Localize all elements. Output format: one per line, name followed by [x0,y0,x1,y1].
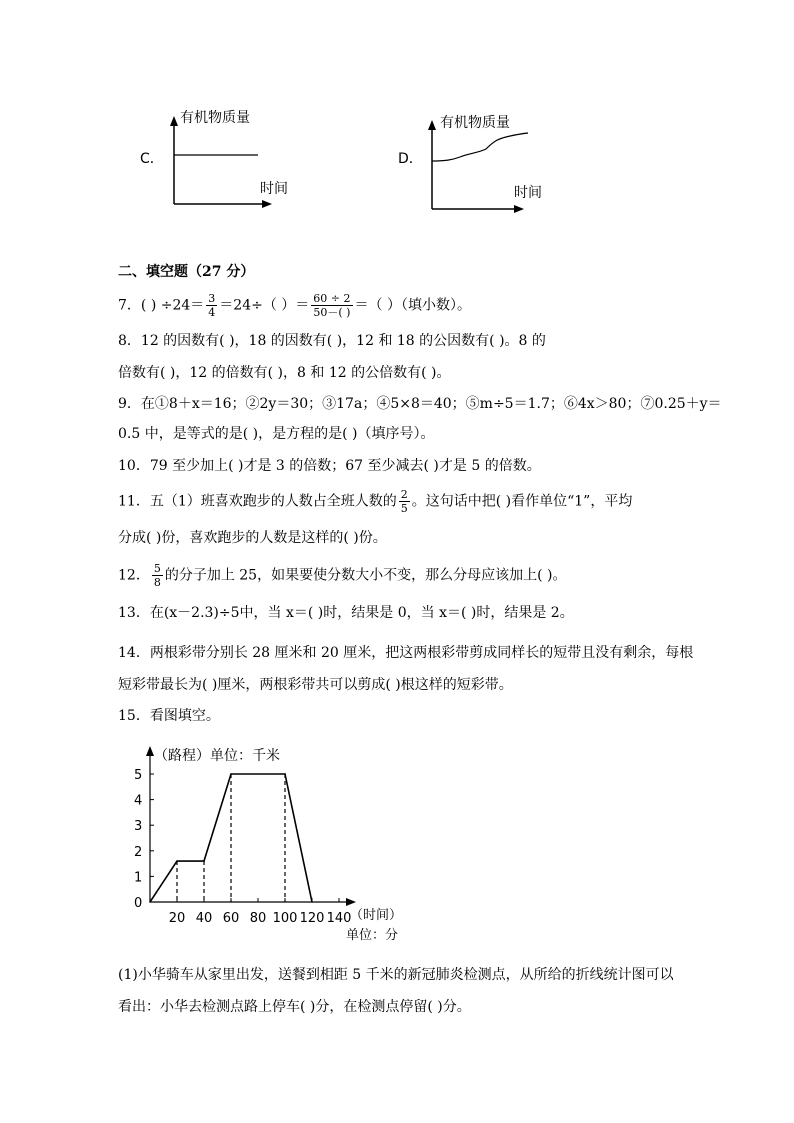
q12-part0: 12． [118,567,150,584]
chart-x-tick-label: 40 [195,911,213,926]
chart-origin-label: 0 [134,896,143,911]
question-15-1-line-2: 看出：小华去检测点路上停车( )分，在检测点停留( )分。 [118,999,471,1015]
chart-axes [146,746,356,906]
chart-y-arrow [146,746,154,756]
chart-x-tick-label: 120 [299,911,325,926]
q7-fraction-1 [206,292,217,319]
graph-c [130,100,290,215]
q11-part1: 11．五（1）班喜欢跑步的人数占全班人数的 [118,493,397,510]
question-10: 10．79 至少加上( )才是 3 的倍数；67 至少减去( )才是 5 的倍数。 [118,458,541,474]
graph-c-y-arrow [170,116,178,126]
chart-y-tick-label: 5 [134,768,143,783]
chart-y-tick-label: 4 [134,793,143,809]
graph-d-curve [432,133,528,161]
chart-x-unit: 单位：分 [346,928,399,943]
q7-frac2-numerator: 60 ÷ 2 [313,292,351,305]
question-7 [118,292,471,319]
q12-frac-denominator: 8 [153,576,161,589]
chart-data-point [176,860,178,862]
chart-x-tick-label: 100 [272,911,298,926]
chart-y-tick-label: 1 [134,870,143,886]
chart-data-point [230,773,232,775]
question-14-line-2: 短彩带最长为( )厘米，两根彩带共可以剪成( )根这样的短彩带。 [118,677,513,693]
graph-d-xlabel: 时间 [514,185,542,201]
q7-part3: ＝（ ）（填小数）。 [354,297,471,314]
chart-x-tick-label: 20 [168,911,186,926]
question-12 [118,562,566,589]
graph-d-option: D． [398,151,423,167]
graph-d-ylabel: 有机物质量 [440,115,510,131]
chart-y-title: （路程）单位：千米 [154,748,280,764]
question-9-line-1: 9．在①8＋x＝16；②2y＝30；③17a；④5×8＝40；⑤m÷5＝1.7；⑥4x＞80；⑦0.25＋y＝ [118,396,722,412]
chart-x-tick-label: 80 [249,911,267,926]
graph-d-x-arrow [514,205,524,213]
q11-frac-denominator: 5 [400,502,408,515]
question-15: 15．看图填空。 [118,708,220,724]
chart-x-tick-label: 60 [222,911,240,926]
distance-time-chart [118,736,418,946]
q12-part1: 的分子加上 25，如果要使分数大小不变，那么分母应该加上( )。 [164,567,567,584]
question-14-line-1: 14．两根彩带分别长 28 厘米和 20 厘米，把这两根彩带剪成同样长的短带且没有剩余，每根 [118,645,694,661]
q12-frac-numerator: 5 [153,562,161,575]
question-11-line-2: 分成( )份，喜欢跑步的人数是这样的( )份。 [118,530,387,546]
q7-part1: 7．( ) ÷24＝ [118,297,205,314]
q7-frac1-denominator: 4 [208,306,216,319]
q7-part2: ＝24÷（ ）＝ [219,297,310,314]
graph-c-option: C． [140,151,164,167]
graph-c-x-arrow [262,200,272,208]
chart-y-tick-label: 2 [134,844,143,860]
question-11-line-1 [118,488,632,515]
q12-fraction [152,562,163,589]
chart-data-point [311,901,313,903]
section-title: 二、填空题（27 分） [118,264,255,280]
question-8-line-2: 倍数有( )，12 的倍数有( )，8 和 12 的公倍数有( )。 [118,365,451,381]
q11-frac-numerator: 2 [400,488,408,501]
q7-frac1-numerator: 3 [208,292,216,305]
chart-x-tick-label: 140 [326,911,352,926]
question-9-line-2: 0.5 中，是等式的是( )，是方程的是( )（填序号）。 [118,426,435,442]
graph-d-y-arrow [428,120,436,130]
graph-c-xlabel: 时间 [260,181,288,197]
question-13: 13．在(x－2.3)÷5中，当 x＝( )时，结果是 0，当 x＝( )时，结果是 2。 [118,605,574,621]
chart-data-point [203,860,205,862]
chart-data-point [149,901,151,903]
q11-part2: 。这句话中把( )看作单位“1”，平均 [411,493,633,510]
graph-d [390,105,550,220]
q7-frac2-denominator: 50－( ) [313,306,351,319]
graph-c-ylabel: 有机物质量 [180,110,250,126]
question-8-line-1: 8．12 的因数有( )，18 的因数有( )，12 和 18 的公因数有( )。8 的 [118,333,546,349]
question-15-1-line-1: (1)小华骑车从家里出发，送餐到相距 5 千米的新冠肺炎检测点，从所给的折线统计图可以 [118,967,674,983]
q11-fraction [399,488,410,515]
chart-data-point [284,773,286,775]
chart-x-title: （时间） [350,908,403,923]
chart-x-arrow [346,898,356,906]
q7-fraction-2 [311,292,352,319]
chart-y-tick-label: 3 [134,819,143,835]
